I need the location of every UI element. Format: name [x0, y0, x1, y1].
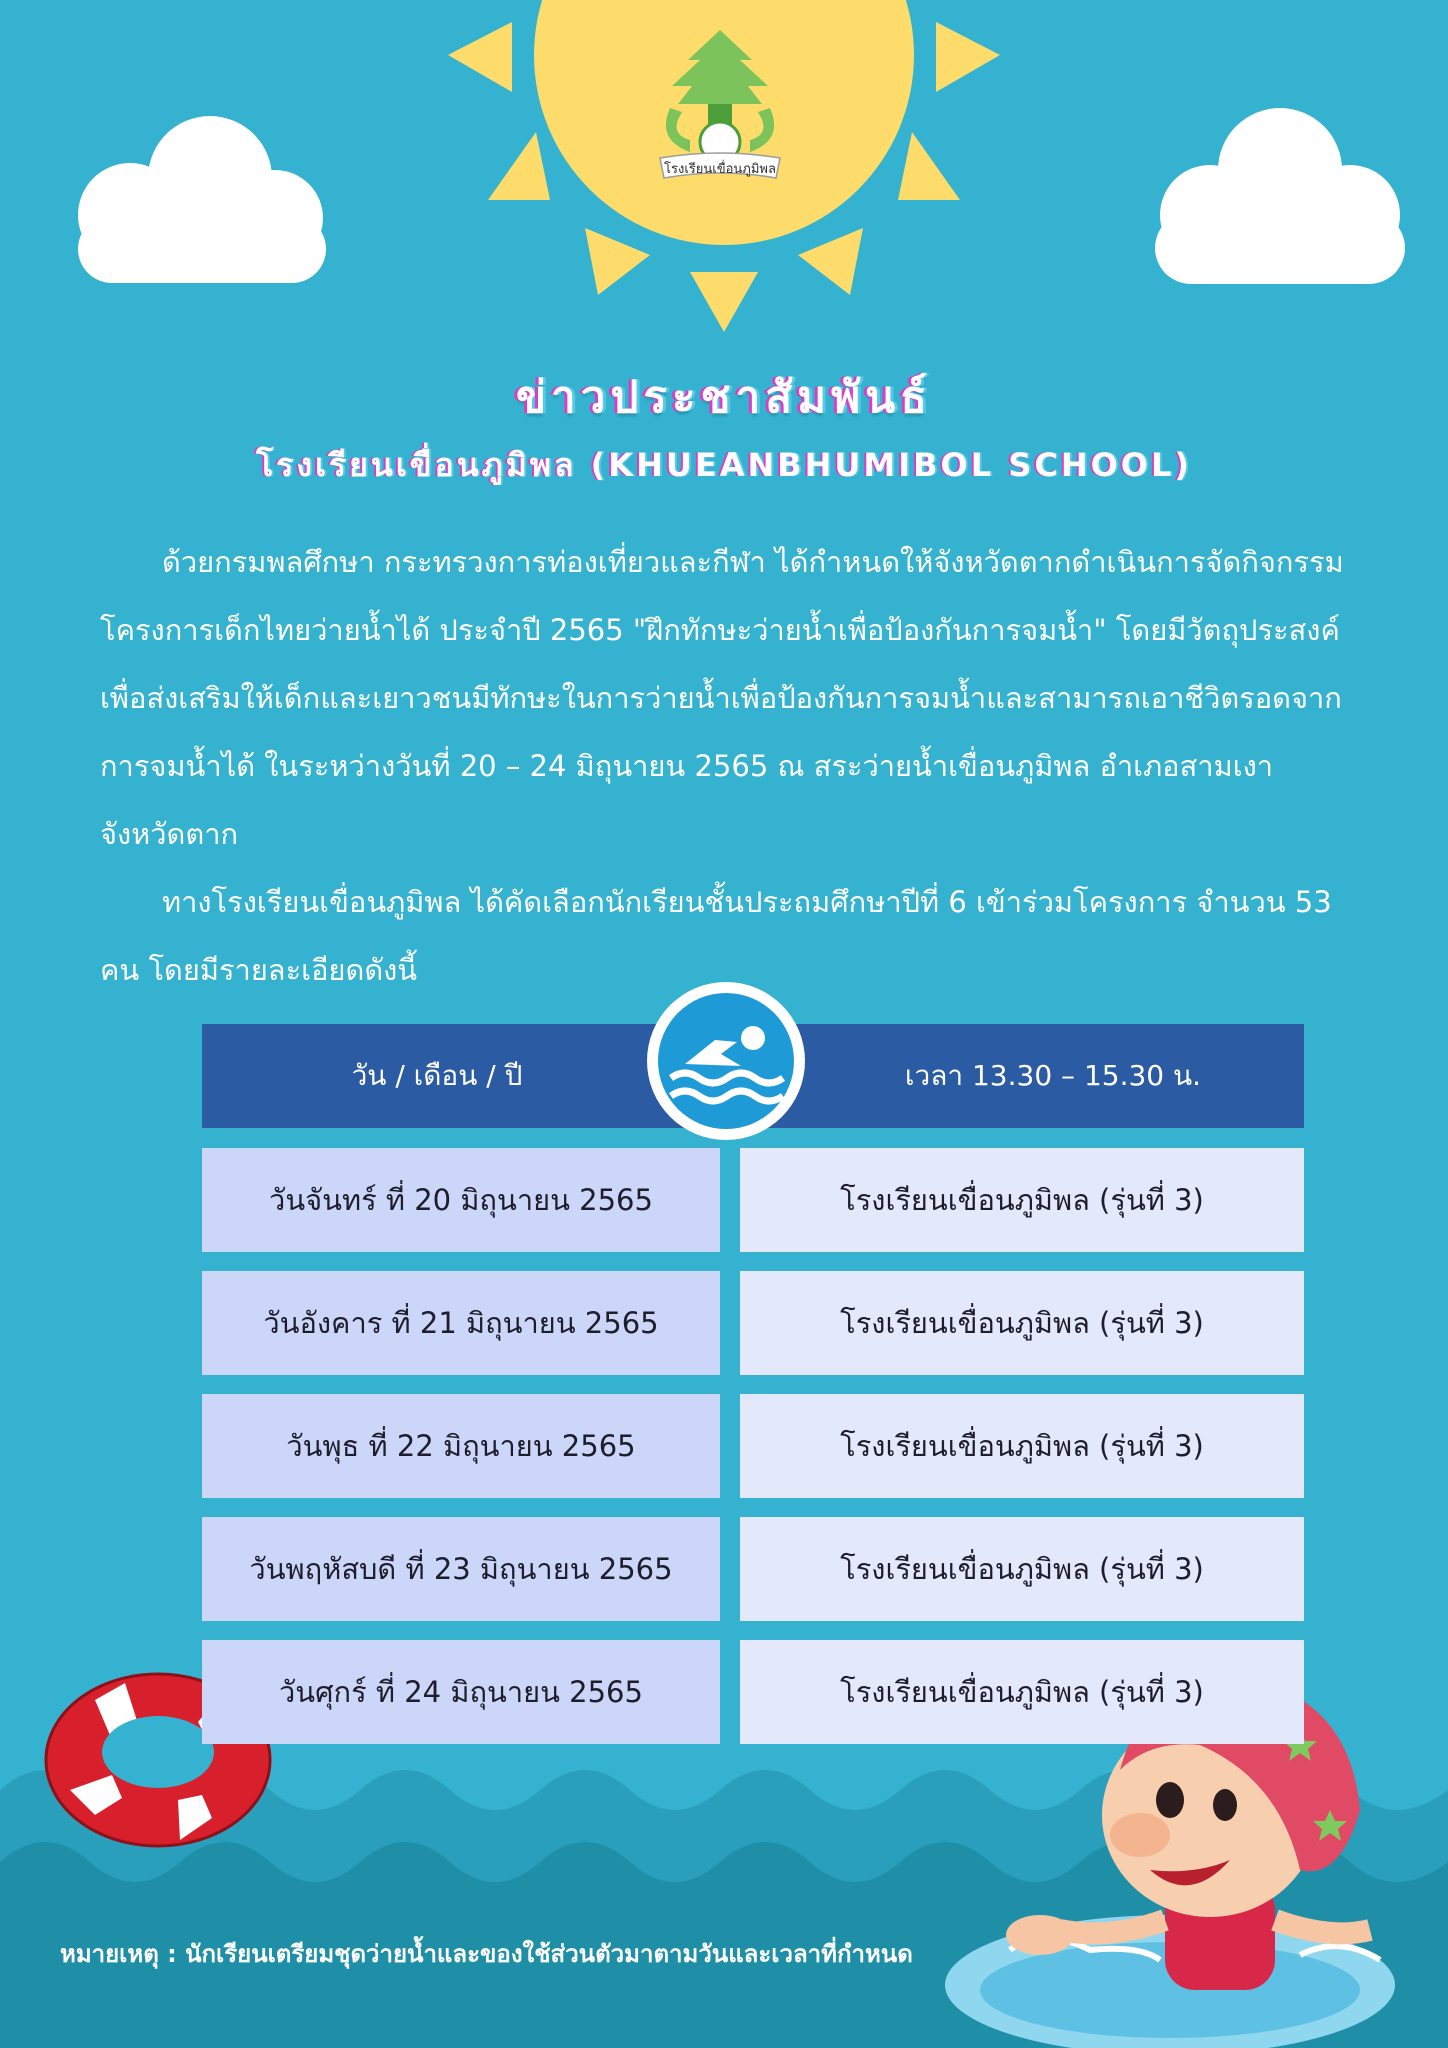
- schedule-row: [202, 1517, 1304, 1621]
- row-date: วันจันทร์ ที่ 20 มิถุนายน 2565: [202, 1148, 720, 1252]
- schedule-row: [202, 1640, 1304, 1744]
- row-date: วันอังคาร ที่ 21 มิถุนายน 2565: [202, 1271, 720, 1375]
- page-subtitle: โรงเรียนเขื่อนภูมิพล (KHUEANBHUMIBOL SCHOOL): [255, 446, 1193, 484]
- row-date: วันพุธ ที่ 22 มิถุนายน 2565: [202, 1394, 720, 1498]
- cloud-icon: [78, 116, 326, 283]
- schedule-row: [202, 1148, 1304, 1252]
- row-date: วันพฤหัสบดี ที่ 23 มิถุนายน 2565: [202, 1517, 720, 1621]
- announcement-body: [100, 528, 1350, 1004]
- row-school: โรงเรียนเขื่อนภูมิพล (รุ่นที่ 3): [740, 1517, 1304, 1621]
- logo-caption: โรงเรียนเขื่อนภูมิพล: [664, 162, 776, 177]
- paragraph-2: ทางโรงเรียนเขื่อนภูมิพล ได้คัดเลือกนักเรียนชั้นประถมศึกษาปีที่ 6 เข้าร่วมโครงการ จำนวน 53 คน โดยมีรายละเอียดดังนี้: [100, 885, 1332, 987]
- cloud-icon: [1155, 108, 1405, 284]
- schedule-row: [202, 1394, 1304, 1498]
- header-date: วัน / เดือน / ปี: [351, 1059, 523, 1092]
- swimmer-icon: [645, 980, 807, 1142]
- row-school: โรงเรียนเขื่อนภูมิพล (รุ่นที่ 3): [740, 1148, 1304, 1252]
- row-date: วันศุกร์ ที่ 24 มิถุนายน 2565: [202, 1640, 720, 1744]
- row-school: โรงเรียนเขื่อนภูมิพล (รุ่นที่ 3): [740, 1640, 1304, 1744]
- footnote: หมายเหตุ : นักเรียนเตรียมชุดว่ายน้ำและของใช้ส่วนตัวมาตามวันและเวลาที่กำหนด: [60, 1940, 913, 1968]
- page-title: ข่าวประชาสัมพันธ์: [515, 372, 933, 423]
- schedule-row: [202, 1271, 1304, 1375]
- row-school: โรงเรียนเขื่อนภูมิพล (รุ่นที่ 3): [740, 1394, 1304, 1498]
- header-time: เวลา 13.30 – 15.30 น.: [904, 1059, 1202, 1092]
- row-school: โรงเรียนเขื่อนภูมิพล (รุ่นที่ 3): [740, 1271, 1304, 1375]
- paragraph-1: ด้วยกรมพลศึกษา กระทรวงการท่องเที่ยวและกีฬา ได้กำหนดให้จังหวัดตากดำเนินการจัดกิจกรรมโครงการเด็กไทยว่ายน้ำได้ ประจำปี 2565 "ฝึกทักษะว่ายน้ำเพื่อป้องกันการจมน้ำ" โดยมีวัตถุประสงค์เพื่อส่งเสริมให้เด็กและเยาวชนมีทักษะในการว่ายน้ำเพื่อป้องกันการจมน้ำและสามารถเอาชีวิตรอดจากการจมน้ำได้ ในระหว่างวันที่ 20 – 24 มิถุนายน 2565 ณ สระว่ายน้ำเขื่อนภูมิพล อำเภอสามเงา จังหวัดตาก: [100, 545, 1344, 851]
